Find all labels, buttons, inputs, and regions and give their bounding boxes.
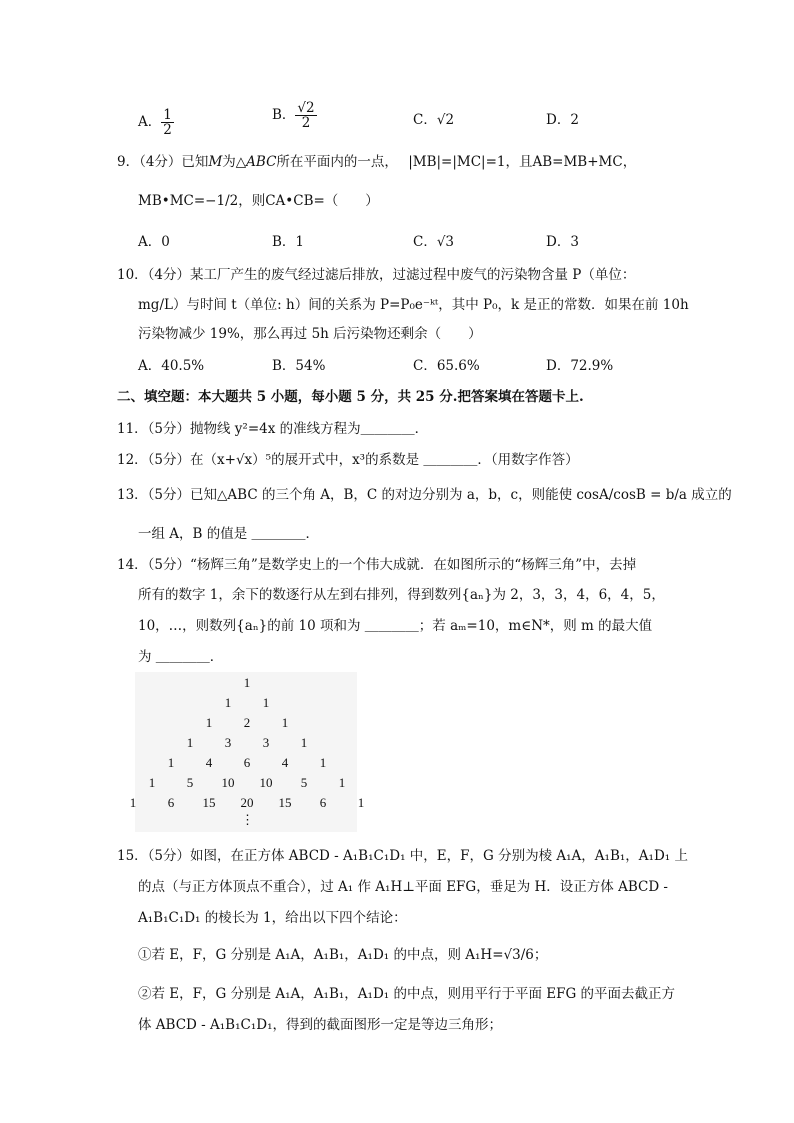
q8-b-numerator: √2 [297,100,315,116]
q13-line2: 一组 A，B 的值是 ＿＿＿＿． [138,526,320,542]
triangle-number: 5 [300,775,308,790]
triangle-number: 1 [205,715,213,730]
q8-b-denominator: 2 [301,115,311,132]
triangle-number: 1 [338,775,346,790]
q12: 12．（5分）在（x+√x）⁵的展开式中，x³的系数是 ＿＿＿＿．（用数字作答） [117,452,579,468]
q9-options [138,230,698,248]
triangle-number: 3 [224,735,232,750]
q8-c-value: √2 [436,112,455,128]
q8-a-numerator: 1 [163,107,172,123]
q8-option-b [272,101,317,130]
triangle-number: 1 [129,795,137,810]
q8-option-c [413,108,454,128]
q10-line1: 10．（4分）某工厂产生的废气经过滤后排放，过滤过程中废气的污染物含量 P（单位： [117,267,636,283]
q11: 11．（5分）抛物线 y²=4x 的准线方程为＿＿＿＿． [117,421,429,437]
triangle-number: 10 [221,775,235,790]
triangle-number: 1 [167,755,175,770]
triangle-number: 2 [243,715,251,730]
q9-option-c: C．√3 [413,234,455,250]
q10-line3: 污染物减少 19%，那么再过 5h 后污染物还剩余（ ） [138,326,482,342]
q9-option-d: D．3 [546,234,579,250]
triangle-number: 6 [319,795,327,810]
q9-option-a: A．0 [138,234,170,250]
triangle-number: 6 [167,795,175,810]
triangle-number: 15 [278,795,292,810]
q15-conclusion-2-line2: 体 ABCD - A₁B₁C₁D₁，得到的截面图形一定是等边三角形； [138,1017,502,1033]
q9-line1 [117,150,636,170]
triangle-number: 1 [148,775,156,790]
triangle-number: 4 [205,755,213,770]
q10-option-c: C．65.6% [413,358,480,374]
triangle-number: 1 [281,715,289,730]
q9-option-b: B．1 [272,234,305,250]
triangle-number: 5 [186,775,194,790]
triangle-number: 4 [281,755,289,770]
q8-option-d: D．2 [546,112,579,128]
triangle-number: 1 [319,755,327,770]
q9-vector-condition: |MB|=|MC|=1，且AB=MB+MC， [408,154,637,170]
triangle-number: 1 [243,675,251,690]
yanghui-triangle-figure [129,672,365,832]
q8-a-denominator: 2 [163,122,172,139]
triangle-number: 1 [300,735,308,750]
q9-line2: MB•MC=−1/2，则CA•CB=（ ） [138,193,379,209]
q15-line1: 15．（5分）如图，在正方体 ABCD - A₁B₁C₁D₁ 中，E，F，G 分别为棱 A₁A，A₁B₁，A₁D₁ 上 [117,848,688,864]
q9-text-d: 所在平面内的一点， [276,154,398,170]
triangle-continuation-dots: ⋮ [241,813,254,828]
triangle-number: 10 [259,775,273,790]
q13-line1: 13．（5分）已知△ABC 的三个角 A，B，C 的对边分别为 a，b，c，则能使 cosA/cosB = b/a 成立的 [117,487,732,503]
q15-line2: 的点（与正方体顶点不重合），过 A₁ 作 A₁H⊥平面 EFG，垂足为 H．设正方体 ABCD - [138,879,668,895]
q9-text-b: 为△ [222,154,247,170]
q15-conclusion-1: ①若 E，F，G 分别是 A₁A，A₁B₁，A₁D₁ 的中点，则 A₁H=√3/6； [138,947,548,963]
q14-line1: 14．（5分）“杨辉三角”是数学史上的一个伟大成就．在如图所示的“杨辉三角”中，去掉 [117,557,637,573]
q14-line3: 10，…，则数列{aₙ}的前 10 项和为 ＿＿＿＿；若 aₘ=10，m∈N*，则 m 的最大值 [138,618,653,634]
section-heading-fill-in: 二、填空题：本大题共 5 小题，每小题 5 分，共 25 分.把答案填在答题卡上. [117,389,584,405]
triangle-number: 20 [240,795,254,810]
triangle-number: 15 [202,795,216,810]
q14-line2: 所有的数字 1，余下的数逐行从左到右排列，得到数列{aₙ}为 2，3，3，4，6，4，5， [138,587,665,603]
q15-conclusion-2-line1: ②若 E，F，G 分别是 A₁A，A₁B₁，A₁D₁ 的中点，则用平行于平面 EFG 的平面去截正方 [138,986,676,1002]
q10-option-b: B．54% [272,358,326,374]
q15-line3: A₁B₁C₁D₁ 的棱长为 1，给出以下四个结论： [138,910,407,926]
triangle-number: 1 [186,735,194,750]
q8-option-b-label: B． [272,107,296,124]
q8-option-a-label: A． [138,114,162,131]
q10-options [138,354,698,372]
triangle-number: 1 [224,695,232,710]
q14-line4: 为 ＿＿＿＿． [138,649,224,665]
q8-option-c-label: C． [413,112,437,128]
triangle-number: 1 [357,795,365,810]
q8-option-a [138,108,174,137]
q9-point-m: M [208,154,223,170]
q9-prefix: 9．（4分）已知 [117,154,209,170]
q10-line2: mg/L）与时间 t（单位: h）间的关系为 P=P₀e⁻ᵏᵗ，其中 P₀，k 是正的常数．如果在前 10h [138,297,689,313]
q10-option-a: A．40.5% [138,358,205,374]
triangle-number: 1 [262,695,270,710]
triangle-number: 3 [262,735,270,750]
q8-options [138,101,698,137]
q9-triangle-abc: ABC [246,154,277,170]
triangle-number: 6 [243,755,251,770]
q10-option-d: D．72.9% [546,358,614,374]
